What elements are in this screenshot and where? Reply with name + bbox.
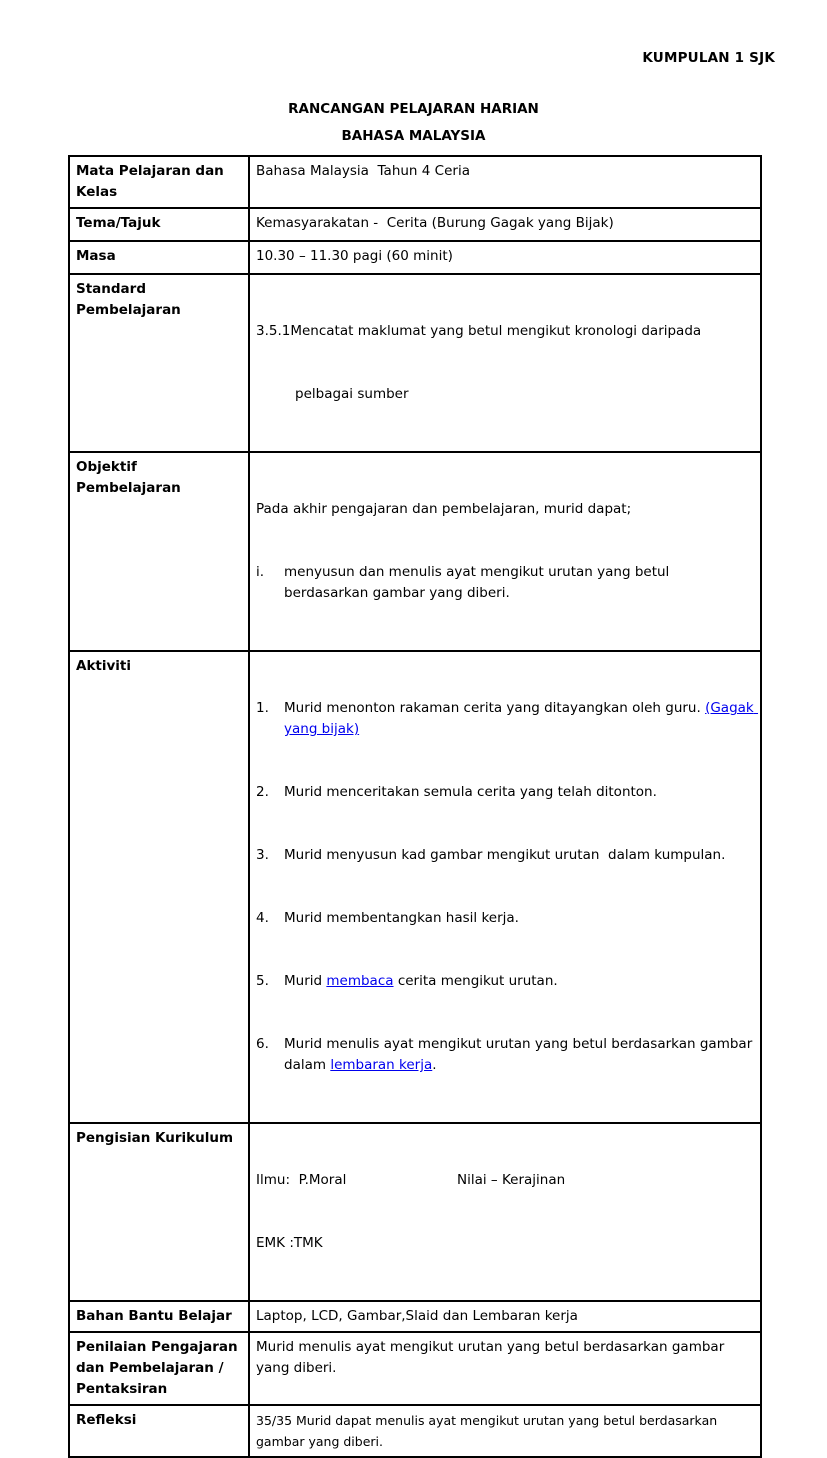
activity-number: 5.	[256, 973, 269, 989]
activity-number: 2.	[256, 784, 269, 800]
objektif-item-marker: i.	[256, 564, 265, 580]
table-row	[69, 208, 761, 241]
table-row	[69, 651, 761, 1123]
activity-number: 1.	[256, 700, 269, 716]
table-row	[69, 274, 761, 452]
objektif-item-text: menyusun dan menulis ayat mengikut urutan yang betul berdasarkan gambar yang diberi.	[284, 564, 674, 601]
table-row	[69, 241, 761, 274]
activity-text-segment: Murid menulis ayat mengikut urutan yang betul berdasarkan gambar dalam	[284, 1036, 757, 1073]
value-refleksi: 35/35 Murid dapat menulis ayat mengikut urutan yang betul berdasarkan gambar yang diberi.	[249, 1405, 761, 1457]
value-tema-tajuk: Kemasyarakatan - Cerita (Burung Gagak yang Bijak)	[249, 208, 761, 241]
nilai-value: Nilai – Kerajinan	[457, 1172, 566, 1188]
kurikulum-line-1	[256, 1170, 754, 1191]
value-pengisian-kurikulum	[249, 1123, 761, 1301]
value-aktiviti	[249, 651, 761, 1123]
activity-text: Murid membentangkan hasil kerja.	[284, 910, 519, 926]
lesson-plan-table	[68, 155, 762, 1458]
label-penilaian: Penilaian Pengajaran dan Pembelajaran / Pentaksiran	[69, 1332, 249, 1405]
objektif-item	[256, 562, 754, 604]
value-objektif-pembelajaran	[249, 452, 761, 651]
table-row	[69, 1301, 761, 1332]
activity-number: 3.	[256, 847, 269, 863]
gagak-yang-bijak-link[interactable]: (Gagak yang bijak)	[284, 700, 759, 737]
activity-text: Murid menyusun kad gambar mengikut urutan dalam kumpulan.	[284, 847, 726, 863]
lembaran-kerja-link[interactable]: lembaran kerja	[330, 1057, 433, 1073]
label-masa: Masa	[69, 241, 249, 274]
activity-item-2	[256, 782, 754, 803]
table-row	[69, 1332, 761, 1405]
activity-text: Murid menceritakan semula cerita yang telah ditonton.	[284, 784, 657, 800]
objektif-intro: Pada akhir pengajaran dan pembelajaran, murid dapat;	[256, 501, 632, 517]
label-objektif-pembelajaran: Objektif Pembelajaran	[69, 452, 249, 651]
table-row	[69, 1405, 761, 1457]
standard-line-1: 3.5.1Mencatat maklumat yang betul mengikut kronologi daripada	[256, 323, 702, 339]
value-standard-pembelajaran	[249, 274, 761, 452]
value-bahan-bantu: Laptop, LCD, Gambar,Slaid dan Lembaran kerja	[249, 1301, 761, 1332]
activity-number: 4.	[256, 910, 269, 926]
standard-line-2: pelbagai sumber	[295, 386, 409, 402]
table-row	[69, 452, 761, 651]
label-tema-tajuk: Tema/Tajuk	[69, 208, 249, 241]
page-subtitle: BAHASA MALAYSIA	[341, 128, 486, 144]
activity-item-4	[256, 908, 754, 929]
value-penilaian: Murid menulis ayat mengikut urutan yang betul berdasarkan gambar yang diberi.	[249, 1332, 761, 1405]
membaca-link[interactable]: membaca	[326, 973, 394, 989]
activity-item-1	[256, 698, 759, 740]
table-row	[69, 156, 761, 208]
corner-label: KUMPULAN 1 SJK	[642, 50, 775, 66]
activity-item-3	[256, 845, 754, 866]
value-mata-pelajaran: Bahasa Malaysia Tahun 4 Ceria	[249, 156, 761, 208]
label-bahan-bantu: Bahan Bantu Belajar	[69, 1301, 249, 1332]
label-standard-pembelajaran: Standard Pembelajaran	[69, 274, 249, 452]
page-title: RANCANGAN PELAJARAN HARIAN	[288, 101, 539, 117]
activity-text-segment: Murid menonton rakaman cerita yang ditayangkan oleh guru.	[284, 700, 706, 716]
activity-item-6	[256, 1034, 757, 1076]
label-mata-pelajaran: Mata Pelajaran dan Kelas	[69, 156, 249, 208]
activity-text	[284, 971, 754, 992]
activity-text-segment: Murid	[284, 973, 327, 989]
label-aktiviti: Aktiviti	[69, 651, 249, 1123]
activity-text	[284, 1034, 757, 1076]
activity-number: 6.	[256, 1036, 269, 1052]
label-refleksi: Refleksi	[69, 1405, 249, 1457]
label-pengisian-kurikulum: Pengisian Kurikulum	[69, 1123, 249, 1301]
activity-item-5	[256, 971, 754, 992]
ilmu-value: Ilmu: P.Moral	[256, 1172, 347, 1188]
value-masa: 10.30 – 11.30 pagi (60 minit)	[249, 241, 761, 274]
emk-value: EMK :TMK	[256, 1235, 323, 1251]
table-row	[69, 1123, 761, 1301]
activity-text-segment: cerita mengikut urutan.	[393, 973, 558, 989]
activity-text	[284, 698, 759, 740]
activity-text-segment: .	[432, 1057, 437, 1073]
